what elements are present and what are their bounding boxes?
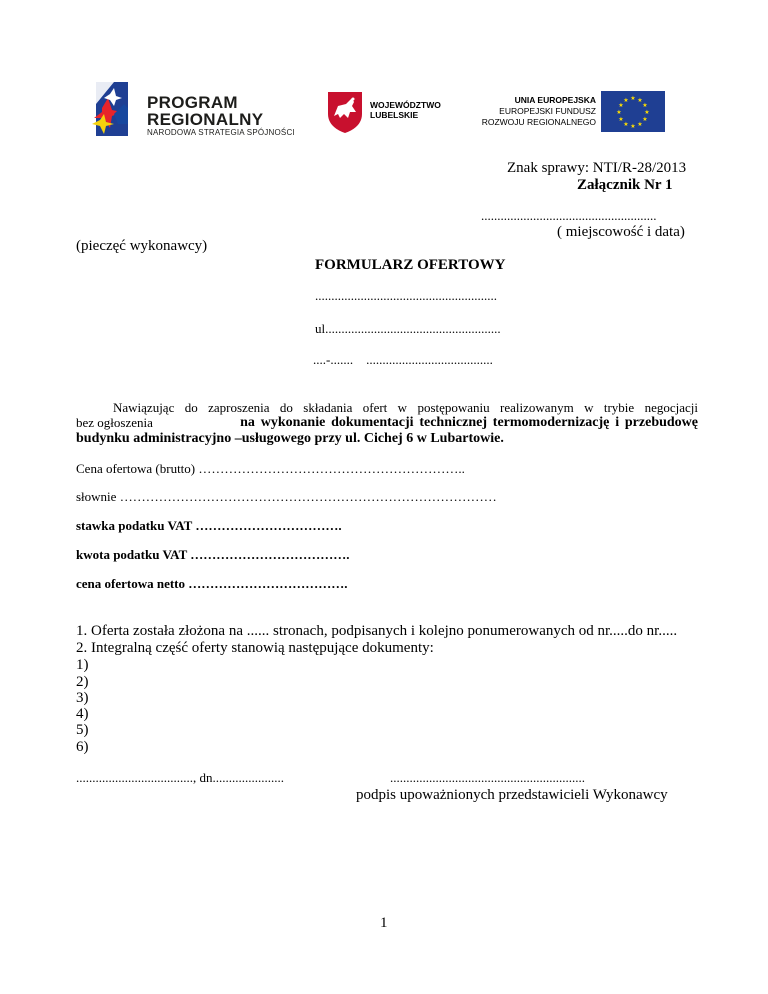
gross-price-field: Cena ofertowa (brutto) …………………………………………………….. <box>76 461 465 476</box>
svg-text:★: ★ <box>637 97 643 104</box>
svg-text:★: ★ <box>630 95 636 102</box>
program-subtitle: NARODOWA STRATEGIA SPÓJNOŚCI <box>147 128 295 137</box>
signature-place-date: ...................................., dn...................... <box>76 770 284 785</box>
contractor-stamp-label: (pieczęć wykonawcy) <box>76 238 208 254</box>
document-item-6: 6) <box>76 739 89 755</box>
ue-line2: EUROPEJSKI FUNDUSZ <box>499 106 596 116</box>
document-item-5: 5) <box>76 722 89 738</box>
postal-code-line: ....-....... ....................................... <box>313 352 493 367</box>
form-title: FORMULARZ OFERTOWY <box>315 257 506 273</box>
shield-icon <box>326 90 364 134</box>
document-item-4: 4) <box>76 706 89 722</box>
wojewodztwo-line1: WOJEWÓDZTWO <box>370 100 441 110</box>
program-line1: PROGRAM <box>147 93 238 112</box>
place-date-line: ...................................................... <box>481 208 657 223</box>
svg-text:★: ★ <box>642 102 648 109</box>
svg-text:★: ★ <box>618 116 624 123</box>
attachment-label: Załącznik Nr 1 <box>577 177 673 193</box>
svg-text:★: ★ <box>623 97 629 104</box>
svg-text:★: ★ <box>616 109 622 116</box>
intro-line2-bold: na wykonanie dokumentacji technicznej termomodernizację i przebudowę <box>240 415 698 430</box>
intro-line2-normal: bez ogłoszenia <box>76 415 153 430</box>
document-item-3: 3) <box>76 690 89 706</box>
vat-rate-field: stawka podatku VAT ……………………………. <box>76 518 342 533</box>
wojewodztwo-line2: LUBELSKIE <box>370 110 419 120</box>
svg-text:★: ★ <box>618 102 624 109</box>
svg-text:★: ★ <box>623 121 629 128</box>
svg-text:★: ★ <box>637 121 643 128</box>
ue-line3: ROZWOJU REGIONALNEGO <box>481 117 596 127</box>
intro-line1: Nawiązując do zaproszenia do składania ofert w postępowaniu realizowanym w trybie negocjacji <box>113 400 698 415</box>
svg-text:★: ★ <box>644 109 650 116</box>
signature-label: podpis upoważnionych przedstawicieli Wykonawcy <box>356 787 668 803</box>
vat-amount-field: kwota podatku VAT ………………………………. <box>76 547 350 562</box>
eu-flag-icon <box>601 91 665 132</box>
contractor-name-line: ........................................................ <box>315 288 497 303</box>
svg-text:★: ★ <box>630 123 636 130</box>
page-number: 1 <box>380 915 388 931</box>
point-2: 2. Integralną część oferty stanowią następujące dokumenty: <box>76 640 434 656</box>
place-date-label: ( miejscowość i data) <box>557 224 685 240</box>
price-in-words-field: słownie …………………………………………………………………………… <box>76 489 497 504</box>
signature-line: ............................................................ <box>390 770 585 785</box>
svg-text:★: ★ <box>642 116 648 123</box>
intro-line3-bold: budynku administracyjno –usługowego przy ul. Cichej 6 w Lubartowie. <box>76 431 504 446</box>
intro-line2 <box>76 415 698 431</box>
point-1: 1. Oferta została złożona na ...... stronach, podpisanych i kolejno ponumerowanych od nr.....do nr..... <box>76 623 678 639</box>
document-item-2: 2) <box>76 674 89 690</box>
document-item-1: 1) <box>76 657 89 673</box>
ue-line1: UNIA EUROPEJSKA <box>514 95 596 105</box>
program-line2: REGIONALNY <box>147 110 264 129</box>
street-line: ul...................................................... <box>315 321 501 336</box>
net-price-field: cena ofertowa netto ………………………………. <box>76 576 348 591</box>
case-number: Znak sprawy: NTI/R-28/2013 <box>507 160 687 176</box>
